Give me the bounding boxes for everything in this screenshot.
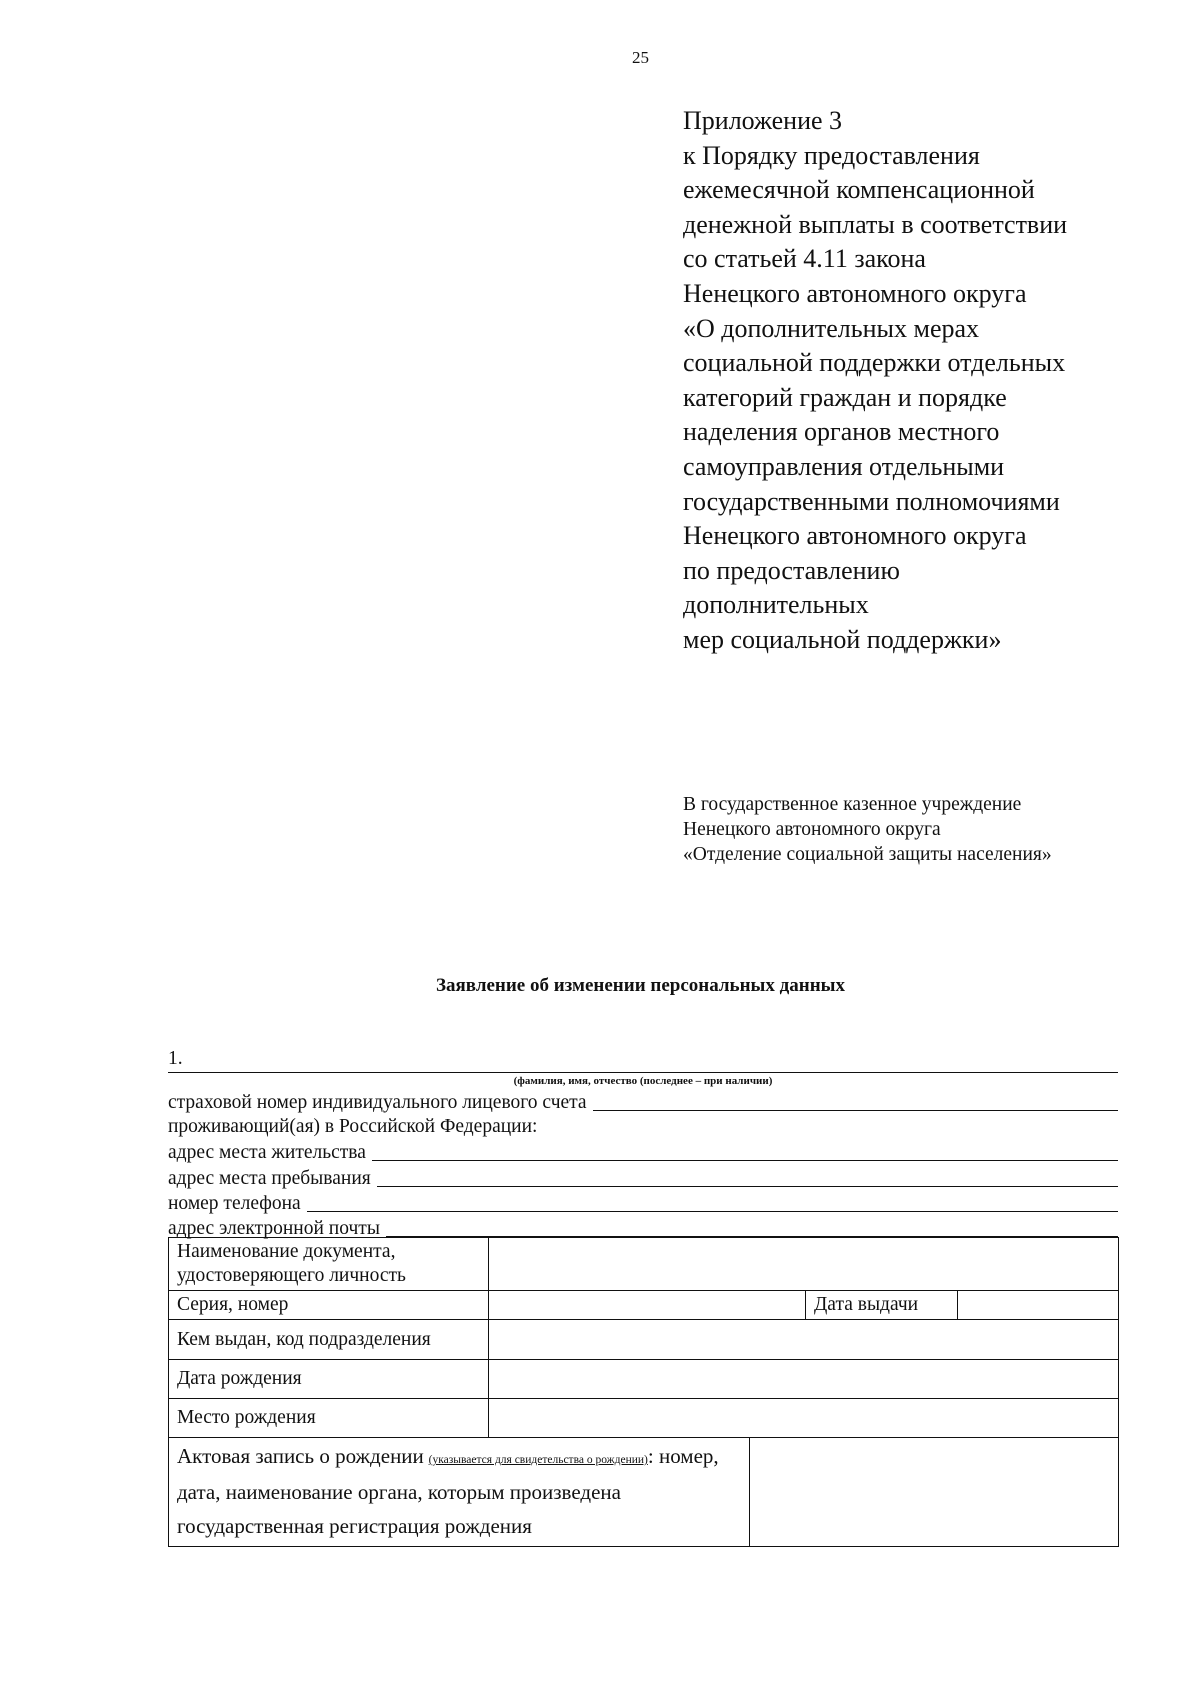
birth-record-label-start: Актовая запись о рождении: [177, 1444, 424, 1468]
snils-label: страховой номер индивидуального лицевого счета: [168, 1092, 587, 1113]
doc-name-field[interactable]: [489, 1238, 1119, 1291]
residence-field[interactable]: [372, 1142, 1118, 1161]
appendix-line: государственными полномочиями: [683, 486, 1060, 516]
stay-label: адрес места пребывания: [168, 1168, 371, 1189]
phone-field[interactable]: [307, 1193, 1118, 1212]
appendix-line: категорий граждан и порядке: [683, 382, 1007, 412]
table-row: [169, 1360, 1119, 1399]
stay-row: [168, 1166, 1118, 1190]
residing-label: проживающий(ая) в Российской Федерации:: [168, 1116, 538, 1137]
residence-row: [168, 1140, 1118, 1164]
birth-place-field[interactable]: [489, 1399, 1119, 1438]
item-number: 1.: [168, 1048, 183, 1069]
appendix-line: дополнительных: [683, 590, 869, 620]
birth-place-label: Место рождения: [169, 1399, 489, 1438]
addressee-line: В государственное казенное учреждение: [683, 794, 1022, 815]
appendix-line: по предоставлению: [683, 555, 900, 585]
email-label: адрес электронной почты: [168, 1218, 380, 1239]
table-row: [169, 1291, 1119, 1320]
addressee: [683, 792, 1052, 867]
series-label: Серия, номер: [169, 1291, 489, 1320]
birth-record-field[interactable]: [750, 1438, 1119, 1547]
appendix-line: социальной поддержки отдельных: [683, 348, 1066, 378]
appendix-line: наделения органов местного: [683, 417, 1000, 447]
table-row: [169, 1238, 1119, 1291]
appendix-header: [683, 104, 1193, 658]
appendix-line: Ненецкого автономного округа: [683, 521, 1027, 551]
table-row: [169, 1438, 1119, 1547]
full-name-caption: (фамилия, имя, отчество (последнее – при наличии): [513, 1075, 773, 1087]
birth-record-table: [168, 1437, 1119, 1547]
appendix-line: со статьей 4.11 закона: [683, 244, 926, 274]
appendix-line: самоуправления отдельными: [683, 451, 1005, 481]
addressee-line: «Отделение социальной защиты населения»: [683, 844, 1052, 865]
stay-field[interactable]: [377, 1168, 1118, 1187]
table-row: [169, 1320, 1119, 1360]
snils-row: [168, 1090, 1118, 1114]
appendix-line: к Порядку предоставления: [683, 140, 980, 170]
birth-date-label: Дата рождения: [169, 1360, 489, 1399]
document-title: Заявление об изменении персональных данных: [436, 975, 845, 996]
issued-by-label: Кем выдан, код подразделения: [169, 1320, 489, 1360]
issue-date-field[interactable]: [958, 1291, 1119, 1320]
appendix-line: «О дополнительных мерах: [683, 313, 980, 343]
snils-field[interactable]: [593, 1092, 1118, 1111]
appendix-line: Ненецкого автономного округа: [683, 278, 1027, 308]
issued-by-field[interactable]: [489, 1320, 1119, 1360]
phone-label: номер телефона: [168, 1193, 301, 1214]
page-number: 25: [632, 48, 649, 67]
birth-record-note: (указывается для свидетельства о рождении): [428, 1454, 648, 1466]
birth-record-label: [169, 1438, 750, 1547]
table-row: [169, 1399, 1119, 1438]
birth-date-field[interactable]: [489, 1360, 1119, 1399]
residing-row: [168, 1114, 1118, 1138]
doc-name-label: Наименование документа, удостоверяющего личность: [169, 1238, 489, 1291]
series-field[interactable]: [489, 1291, 806, 1320]
addressee-line: Ненецкого автономного округа: [683, 819, 941, 840]
identity-document-table: [168, 1237, 1119, 1438]
appendix-line: ежемесячной компенсационной: [683, 175, 1035, 205]
full-name-field[interactable]: [168, 1044, 1118, 1073]
email-field[interactable]: [386, 1218, 1118, 1237]
appendix-line: денежной выплаты в соответствии: [683, 209, 1068, 239]
residence-label: адрес места жительства: [168, 1142, 366, 1163]
phone-row: [168, 1191, 1118, 1215]
issue-date-label: Дата выдачи: [806, 1291, 958, 1320]
appendix-line: Приложение 3: [683, 106, 843, 135]
appendix-line: мер социальной поддержки»: [683, 624, 1002, 654]
birth-record-label-end: : номер, дата, наименование органа, которым произведена государственная регистрация рождения: [177, 1444, 719, 1538]
